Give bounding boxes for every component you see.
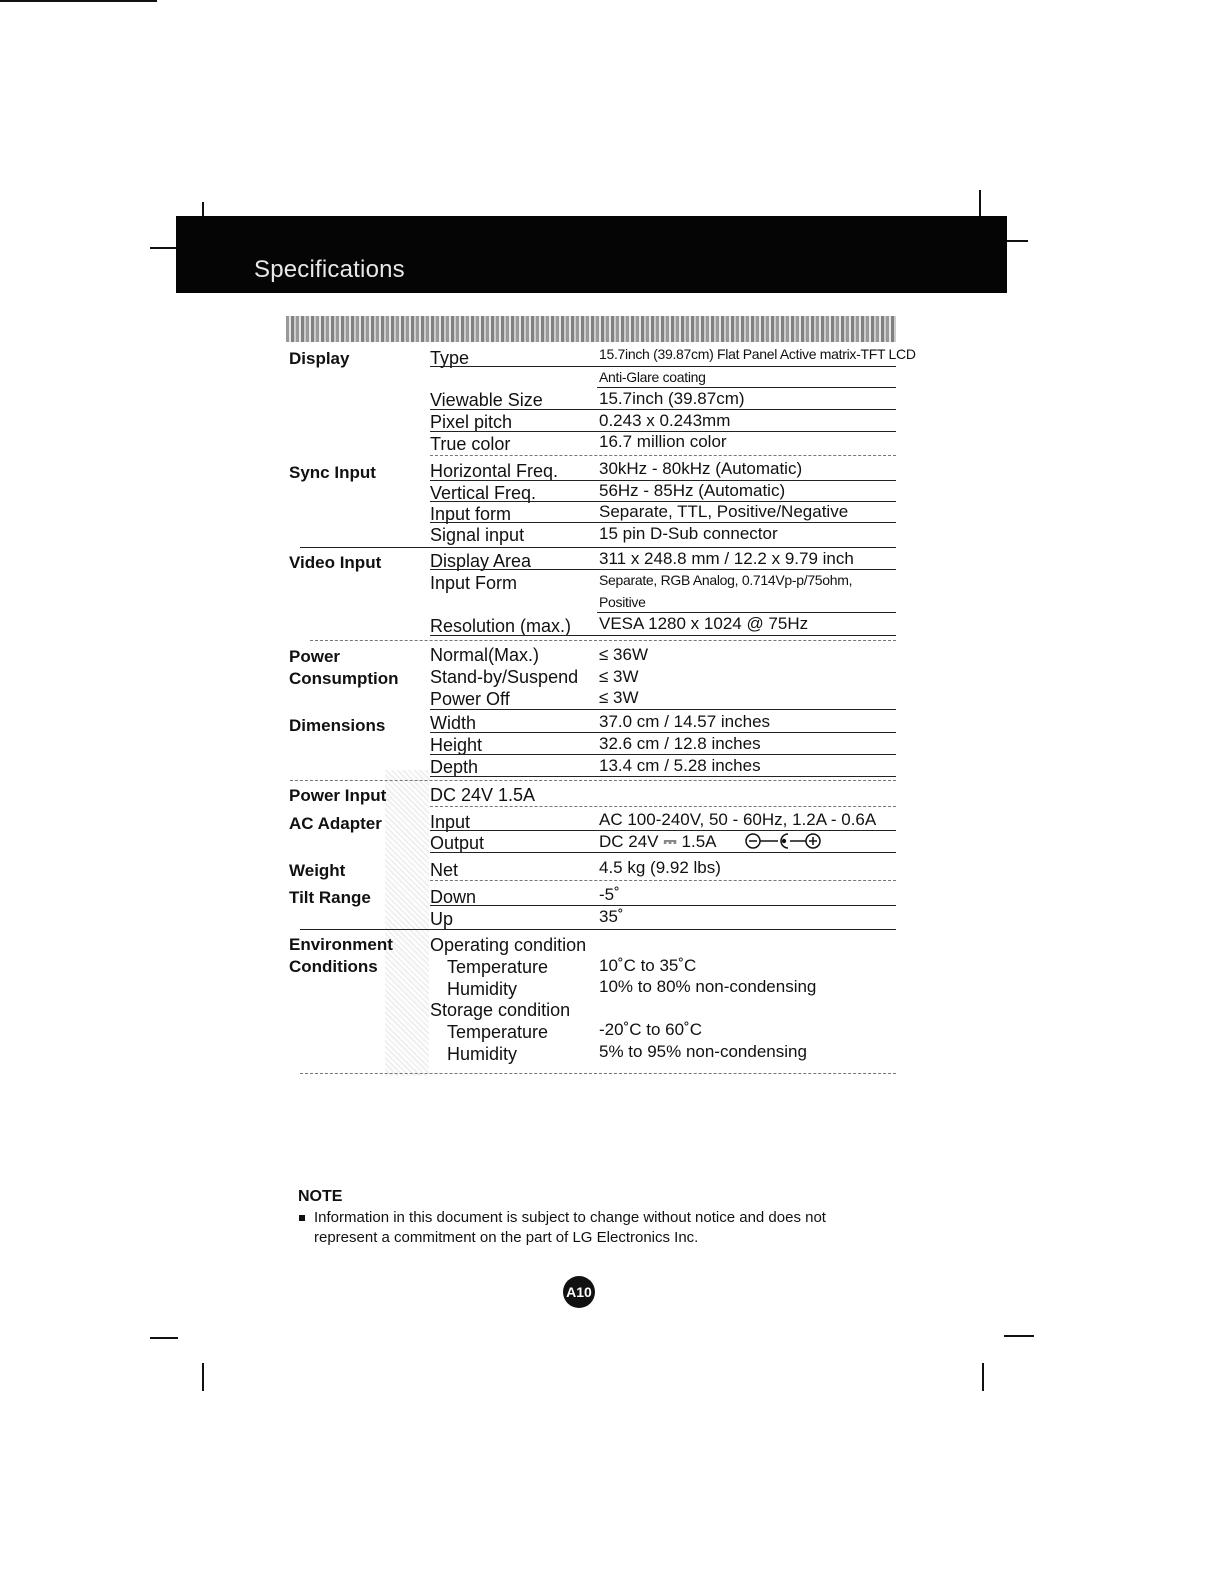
category-sync-input: Sync Input <box>289 463 376 482</box>
label-depth: Depth <box>430 757 479 777</box>
label-signal-input: Signal input <box>430 525 525 545</box>
row-rule <box>430 830 896 831</box>
label-standby: Stand-by/Suspend <box>430 667 579 687</box>
note-text: Information in this document is subject to change without notice and does not represent a commitment on the part of LG Electronics Inc. <box>314 1209 826 1246</box>
label-video-input-form: Input Form <box>430 573 518 593</box>
label-horizontal-freq: Horizontal Freq. <box>430 461 559 481</box>
group-rule <box>300 929 896 930</box>
label-normal-max: Normal(Max.) <box>430 645 540 665</box>
value-standby: ≤ 3W <box>599 667 639 686</box>
value-pixel-pitch: 0.243 x 0.243mm <box>599 411 731 430</box>
value-horizontal-freq: 30kHz - 80kHz (Automatic) <box>599 459 803 478</box>
row-rule <box>597 387 896 388</box>
label-power-off: Power Off <box>430 689 510 709</box>
category-dimensions: Dimensions <box>289 716 386 735</box>
row-rule <box>430 569 896 570</box>
crop-mark <box>1006 240 1028 242</box>
crop-mark <box>0 0 157 2</box>
value-power-input: DC 24V 1.5A <box>430 785 536 805</box>
value-true-color: 16.7 million color <box>599 432 727 451</box>
row-rule <box>430 776 896 777</box>
label-storage-temperature: Temperature <box>447 1022 549 1042</box>
label-tilt-up: Up <box>430 909 454 929</box>
category-video-input: Video Input <box>289 553 382 572</box>
category-display: Display <box>289 349 350 368</box>
label-type: Type <box>430 348 470 368</box>
label-storage-condition: Storage condition <box>430 1000 571 1020</box>
label-tilt-down: Down <box>430 887 477 907</box>
crop-mark <box>150 247 178 249</box>
crop-mark <box>1004 1335 1034 1337</box>
value-storage-humidity: 5% to 95% non-condensing <box>599 1042 807 1061</box>
table-top-texture <box>286 316 896 342</box>
value-vertical-freq: 56Hz - 85Hz (Automatic) <box>599 481 786 500</box>
value-video-input-form: Separate, RGB Analog, 0.714Vp-p/75ohm, <box>599 572 853 588</box>
label-ac-input: Input <box>430 812 471 832</box>
label-storage-humidity: Humidity <box>447 1044 518 1064</box>
value-height: 32.6 cm / 12.8 inches <box>599 734 761 753</box>
value-ac-output: DC 24V ⎓ 1.5A <box>599 832 717 851</box>
category-environment: Environment <box>289 935 393 954</box>
value-ac-input: AC 100-240V, 50 - 60Hz, 1.2A - 0.6A <box>599 810 877 829</box>
label-width: Width <box>430 713 477 733</box>
crop-mark <box>150 1337 178 1339</box>
category-tilt-range: Tilt Range <box>289 888 371 907</box>
value-storage-temperature: -20˚C to 60˚C <box>599 1020 702 1039</box>
value-type-coating: Anti-Glare coating <box>599 369 706 385</box>
category-power-input: Power Input <box>289 786 387 805</box>
value-tilt-up: 35˚ <box>599 907 624 926</box>
group-rule <box>290 780 896 781</box>
group-rule <box>430 806 896 807</box>
label-pixel-pitch: Pixel pitch <box>430 412 513 432</box>
row-rule <box>430 635 896 636</box>
label-operating-humidity: Humidity <box>447 979 518 999</box>
value-resolution: VESA 1280 x 1024 @ 75Hz <box>599 614 809 633</box>
note-title: NOTE <box>298 1188 343 1205</box>
category-ac-adapter: AC Adapter <box>289 814 382 833</box>
row-rule <box>430 754 896 755</box>
group-rule <box>430 455 896 456</box>
value-video-input-form-2: Positive <box>599 594 646 610</box>
value-input-form: Separate, TTL, Positive/Negative <box>599 502 849 521</box>
label-true-color: True color <box>430 434 511 454</box>
value-width: 37.0 cm / 14.57 inches <box>599 712 771 731</box>
label-operating-condition: Operating condition <box>430 935 587 955</box>
label-net: Net <box>430 860 459 880</box>
label-input-form: Input form <box>430 504 512 524</box>
crop-mark <box>979 190 981 218</box>
header-bar <box>176 216 1007 293</box>
value-tilt-down: -5˚ <box>599 885 620 904</box>
row-rule <box>430 905 896 906</box>
label-height: Height <box>430 735 483 755</box>
polarity-icon <box>744 831 822 851</box>
value-net: 4.5 kg (9.92 lbs) <box>599 858 721 877</box>
value-depth: 13.4 cm / 5.28 inches <box>599 756 761 775</box>
value-type: 15.7inch (39.87cm) Flat Panel Active matrix-TFT LCD <box>599 346 916 362</box>
row-rule <box>430 409 896 410</box>
group-rule <box>430 709 896 710</box>
value-display-area: 311 x 248.8 mm / 12.2 x 9.79 inch <box>599 549 854 568</box>
category-power: Power <box>289 647 341 666</box>
bullet-icon <box>299 1215 305 1221</box>
table-bottom-rule <box>300 1073 896 1074</box>
label-resolution: Resolution (max.) <box>430 616 572 636</box>
value-operating-temperature: 10˚C to 35˚C <box>599 956 697 975</box>
group-rule <box>300 547 896 548</box>
group-rule <box>430 852 896 853</box>
label-vertical-freq: Vertical Freq. <box>430 483 537 503</box>
value-operating-humidity: 10% to 80% non-condensing <box>599 977 817 996</box>
crop-mark <box>202 1363 204 1391</box>
label-display-area: Display Area <box>430 551 532 571</box>
row-rule <box>597 612 896 613</box>
crop-mark <box>982 1363 984 1391</box>
category-weight: Weight <box>289 861 346 880</box>
group-rule <box>430 880 896 881</box>
label-viewable-size: Viewable Size <box>430 390 543 410</box>
row-rule <box>430 732 896 733</box>
label-operating-temperature: Temperature <box>447 957 549 977</box>
group-rule <box>310 640 896 641</box>
table-side-texture <box>385 770 429 1076</box>
row-rule <box>430 522 896 523</box>
page-number-badge: A10 <box>563 1276 595 1308</box>
category-conditions: Conditions <box>289 957 378 976</box>
value-normal-max: ≤ 36W <box>599 645 649 664</box>
label-ac-output: Output <box>430 833 485 853</box>
value-signal-input: 15 pin D-Sub connector <box>599 524 778 543</box>
category-consumption: Consumption <box>289 669 399 688</box>
row-rule <box>430 366 896 367</box>
page-title: Specifications <box>254 256 405 283</box>
value-power-off: ≤ 3W <box>599 688 639 707</box>
value-viewable-size: 15.7inch (39.87cm) <box>599 389 745 408</box>
